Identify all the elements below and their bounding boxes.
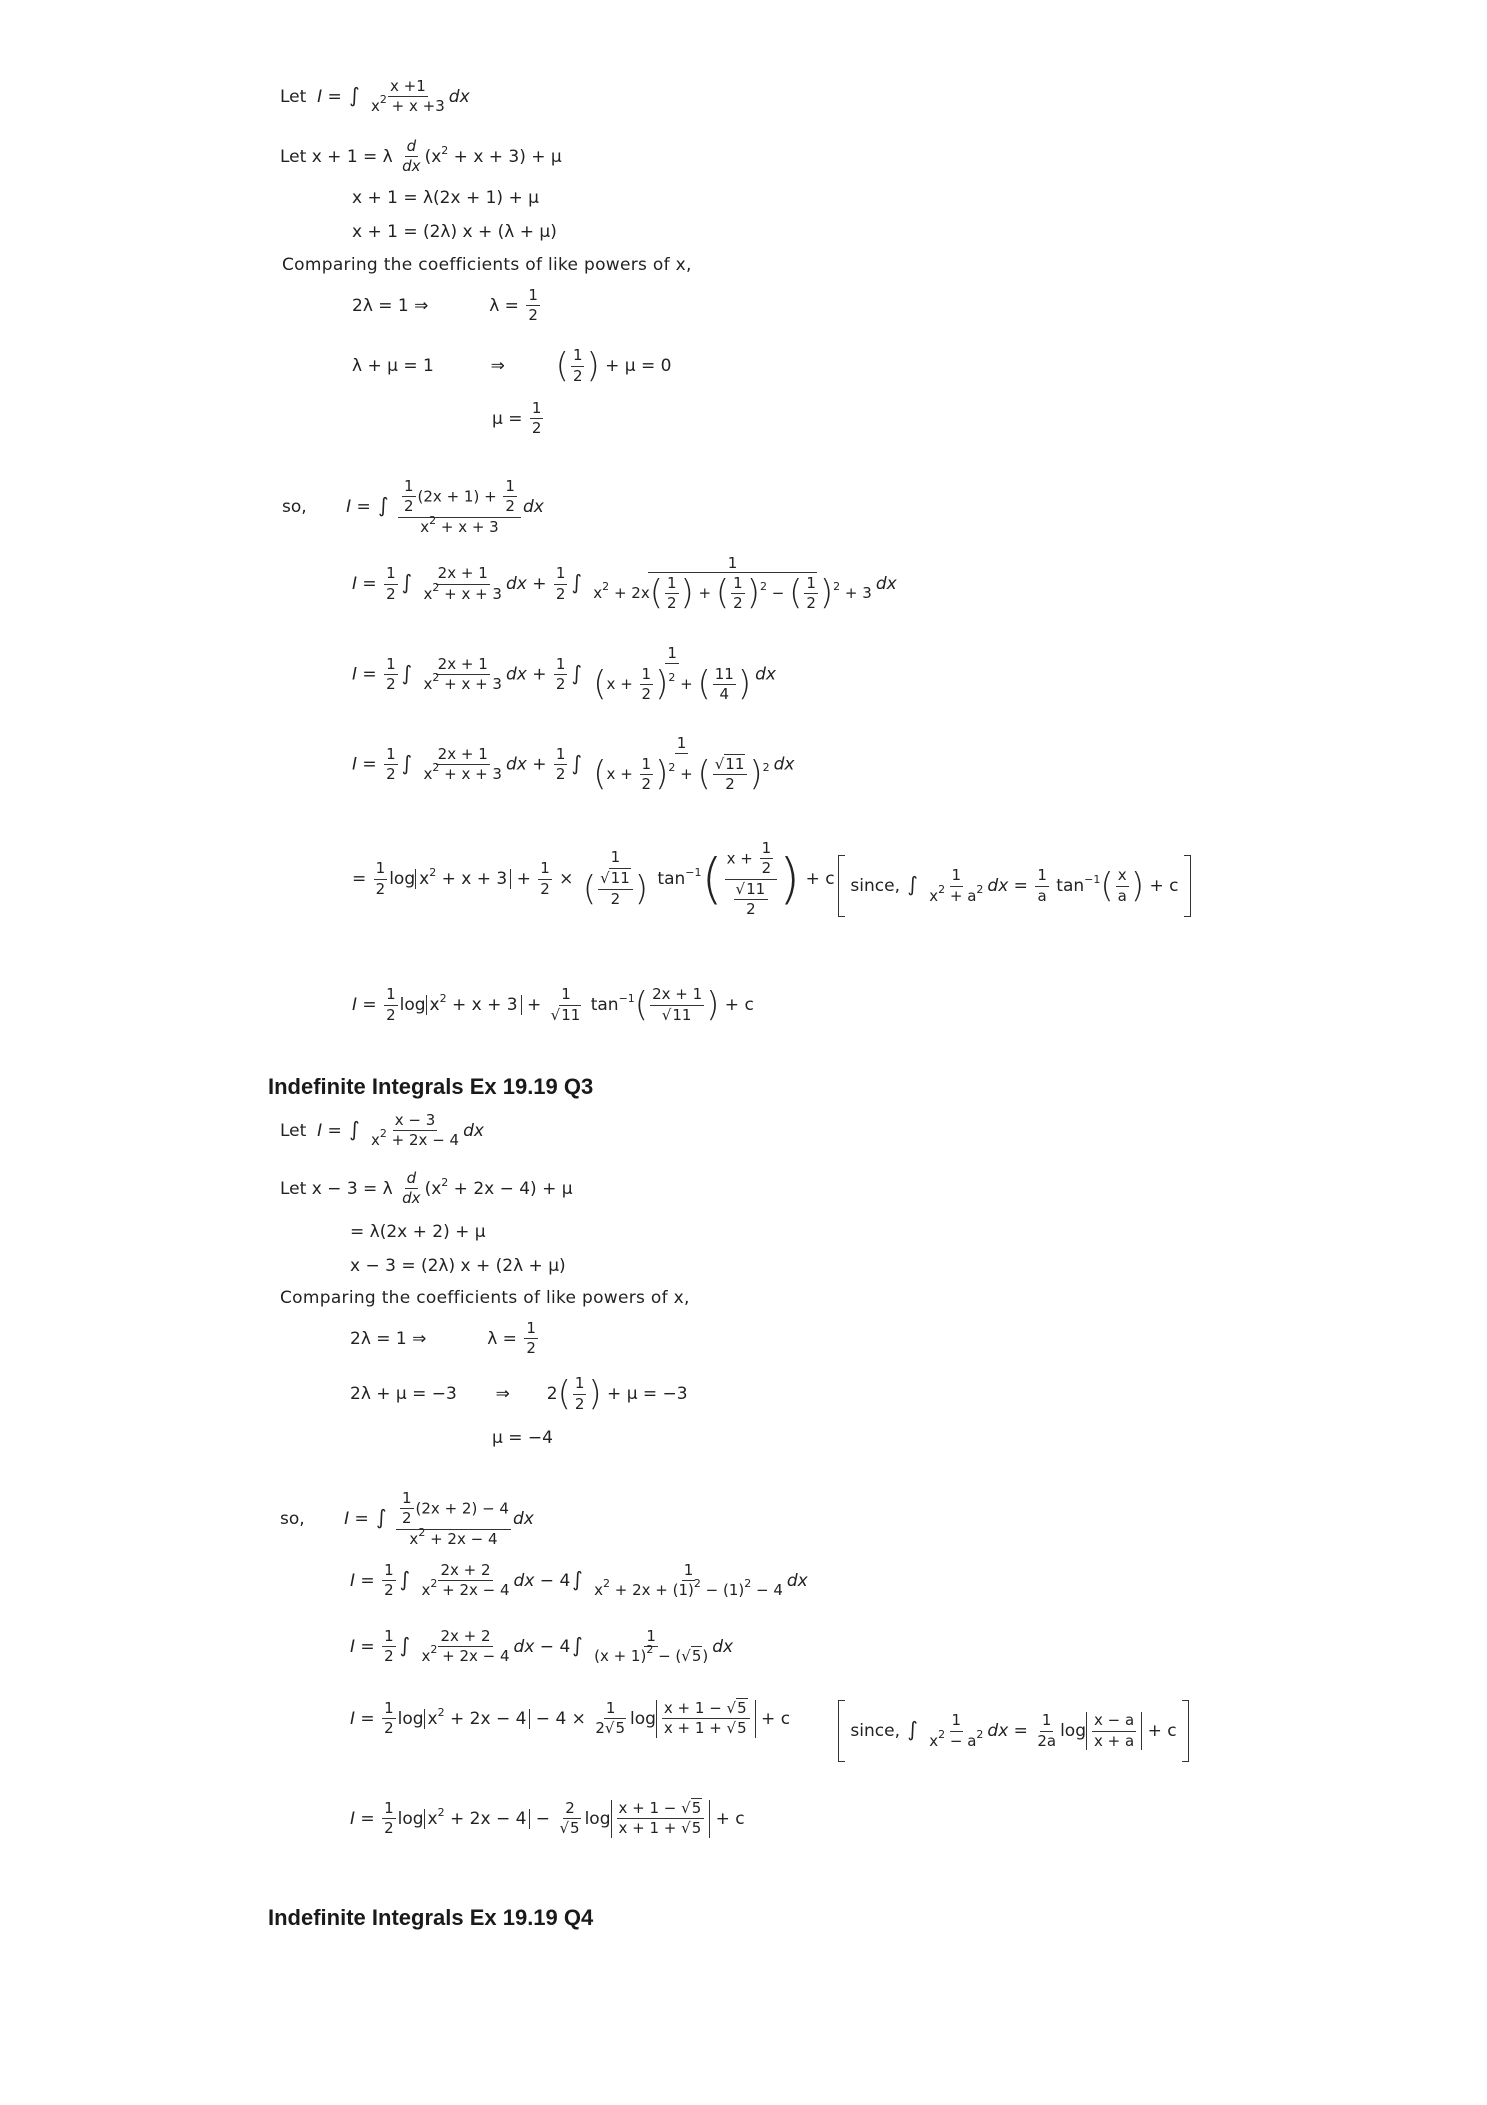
q3-comparing-text: Comparing the coefficients of like powers of x, (280, 1288, 690, 1308)
q3-solve-mu: 2λ + μ = −3 ⇒ 2( $\frac{1}{2}$ ) + μ = −3 (350, 1374, 688, 1414)
q3-since-formula: since, ∫ $\frac{1}{x^2 - a^2}$ dx = $\frac{1}{2a}$ log $\frac{x - a}{x + a}$ + c (838, 1700, 1189, 1762)
q2-step-complete-square: I = $\frac{1}{2}$ ∫ $\frac{2x + 1}{x^2 + x + 3}$ dx + $\frac{1}{2}$ ∫ 1 $x^2 + 2x$( $\frac{1}{2}$ ) + ( $\frac{1}{2}$ )$^2$ − ( $\frac{1}{2}$ )$^2$ + 3 dx (352, 554, 897, 614)
q2-expansion-2: x + 1 = (2λ) x + (λ + μ) (352, 222, 557, 242)
q3-integral-definition: Let I = ∫ $\frac{x - 3}{x^2 + 2x - 4}$ dx (280, 1111, 484, 1150)
q2-step-sqrt-form: I = $\frac{1}{2}$ ∫ $\frac{2x + 1}{x^2 + x + 3}$ dx + $\frac{1}{2}$ ∫ 1 (x + $\frac{1}{2}$ )$^2$ + ( $\frac{√11}{2}$ )$^2$ dx (352, 734, 795, 795)
q2-so-step: so, I = ∫ $\frac{1}{2}$ (2x + 1) + $\frac{1}{2}$ $x^2 + x + 3$ dx (282, 477, 544, 536)
q2-comparing-text: Comparing the coefficients of like powers of x, (282, 255, 692, 275)
q2-lambda-mu-setup: Let x + 1 = λ $\frac{d}{dx}$ $(x^2 + x + 3) + \mu$ (280, 137, 562, 176)
q2-integral-definition: Let I = ∫ $\frac{x +1}{x^2 + x +3}$ dx (280, 77, 470, 116)
q3-expansion-1: = λ(2x + 2) + μ (350, 1222, 486, 1242)
q3-expansion-2: x − 3 = (2λ) x + (2λ + μ) (350, 1256, 566, 1276)
q2-step-squared-form: I = $\frac{1}{2}$ ∫ $\frac{2x + 1}{x^2 + x + 3}$ dx + $\frac{1}{2}$ ∫ 1 (x + $\frac{1}{2}$ )$^2$ + ( $\frac{11}{4}$ ) dx (352, 644, 776, 705)
q2-final-answer: I = $\frac{1}{2}$ $\log x^2 + x + 3$ + $\frac{1}{√11}$ $\tan^{-1}$( $\frac{2x + 1}{√11}$ ) + c (352, 985, 754, 1025)
q3-solve-lambda: 2λ = 1 ⇒ λ = $\frac{1}{2}$ (350, 1319, 536, 1358)
q2-solve-lambda: 2λ = 1 ⇒ λ = $\frac{1}{2}$ (352, 286, 538, 325)
q2-since-formula: since, ∫ $\frac{1}{x^2 + a^2}$ dx = $\frac{1}{a}$ $\tan^{-1}$( $\frac{x}{a}$ ) + c (838, 855, 1191, 917)
q2-expansion-1: x + 1 = λ(2x + 1) + μ (352, 188, 539, 208)
q4-heading: Indefinite Integrals Ex 19.19 Q4 (268, 1905, 594, 1930)
q3-step-squared-form: I = $\frac{1}{2}$ ∫ $\frac{2x + 2}{x^2 + 2x - 4}$ dx − 4 ∫ $\frac{1}{(x + 1)^2 - (√5)}$ dx (350, 1627, 734, 1666)
q3-step-complete-square: I = $\frac{1}{2}$ ∫ $\frac{2x + 2}{x^2 + 2x - 4}$ dx − 4 ∫ $\frac{1}{x^2 + 2x + (1)^2 - (1)^2 - 4}$ dx (350, 1561, 808, 1600)
q2-mu-value: μ = $\frac{1}{2}$ (492, 399, 542, 438)
let-label: Let (280, 86, 307, 107)
q2-solve-mu: λ + μ = 1 ⇒ ( $\frac{1}{2}$ ) + μ = 0 (352, 346, 672, 386)
q3-mu-value: μ = −4 (492, 1428, 553, 1448)
q2-step-evaluated: = $\frac{1}{2}$ $\log x^2 + x + 3$ + $\frac{1}{2}$ × 1 ( $\frac{√11}{2}$ ) $\tan^{-1}$( x + $\frac{1}{2}$ $\frac{√11}{2}$ ) + c (352, 839, 835, 918)
q3-step-evaluated: I = $\frac{1}{2}$ $\log x^2 + 2x - 4 - 4$ × $\frac{1}{2√5}$ log $\frac{x + 1 - √5}{x + 1 + √5}$ + c (350, 1699, 791, 1738)
q3-heading: Indefinite Integrals Ex 19.19 Q3 (268, 1074, 594, 1099)
q3-so-step: so, I = ∫ $\frac{1}{2}$ (2x + 2) − 4 $x^2 + 2x - 4$ dx (280, 1489, 534, 1548)
q3-lambda-mu-setup: Let x − 3 = λ $\frac{d}{dx}$ $(x^2 + 2x - 4) + \mu$ (280, 1169, 573, 1208)
q3-final-answer: I = $\frac{1}{2}$ $\log x^2 + 2x - 4$ − $\frac{2}{√5}$ log $\frac{x + 1 - √5}{x + 1 + √5}$ + c (350, 1799, 745, 1838)
